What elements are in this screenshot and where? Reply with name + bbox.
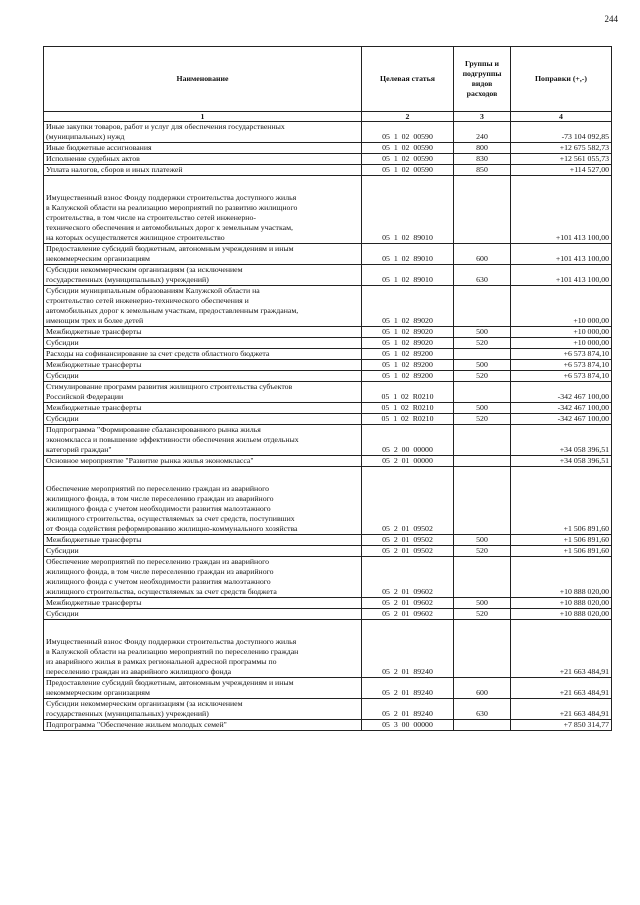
- row-amendment-cell: +6 573 874,10: [511, 360, 612, 371]
- table-row: [44, 122, 612, 143]
- row-amendment-cell: -342 467 100,00: [511, 403, 612, 414]
- row-expense-group-cell: [454, 382, 511, 403]
- row-expense-group-cell: 630: [454, 699, 511, 720]
- row-name-cell: Субсидии: [44, 338, 362, 349]
- table-row: [44, 620, 612, 678]
- table-row: [44, 425, 612, 456]
- row-target-code-cell: 05 1 02 89200: [362, 371, 454, 382]
- row-target-code-cell: 05 2 01 89240: [362, 699, 454, 720]
- row-target-code-cell: 05 1 02 89010: [362, 244, 454, 265]
- row-expense-group-cell: [454, 620, 511, 678]
- row-name-cell: Межбюджетные трансферты: [44, 360, 362, 371]
- row-amendment-cell: +101 413 100,00: [511, 265, 612, 286]
- row-target-code-cell: 05 1 02 R0210: [362, 414, 454, 425]
- table-row: [44, 535, 612, 546]
- row-amendment-cell: +10 000,00: [511, 338, 612, 349]
- row-target-code-cell: 05 2 01 89240: [362, 678, 454, 699]
- column-number: 4: [511, 112, 612, 122]
- row-expense-group-cell: 800: [454, 143, 511, 154]
- table-row: [44, 165, 612, 176]
- row-expense-group-cell: [454, 467, 511, 535]
- row-amendment-cell: +34 058 396,51: [511, 456, 612, 467]
- row-amendment-cell: +101 413 100,00: [511, 176, 612, 244]
- row-expense-group-cell: [454, 176, 511, 244]
- row-amendment-cell: +1 506 891,60: [511, 535, 612, 546]
- row-expense-group-cell: 520: [454, 546, 511, 557]
- row-expense-group-cell: 830: [454, 154, 511, 165]
- row-amendment-cell: +10 888 020,00: [511, 598, 612, 609]
- row-expense-group-cell: 500: [454, 360, 511, 371]
- row-expense-group-cell: 520: [454, 609, 511, 620]
- row-name-cell: Имущественный взнос Фонду поддержки строительства доступного жилья в Калужской области на реализацию мероприятий по развитию жилищного строительства, в том числе на строительство сетей инженерно- технического обеспечения и автомобильных дорог к земельным участкам, на которых осуществляется жилищное строительство: [44, 176, 362, 244]
- row-target-code-cell: 05 1 02 R0210: [362, 382, 454, 403]
- row-name-cell: Межбюджетные трансферты: [44, 327, 362, 338]
- table-row: [44, 360, 612, 371]
- budget-amendments-table: [43, 46, 612, 731]
- column-number: 2: [362, 112, 454, 122]
- row-expense-group-cell: 500: [454, 598, 511, 609]
- row-target-code-cell: 05 1 02 00590: [362, 165, 454, 176]
- row-name-cell: Имущественный взнос Фонду поддержки строительства доступного жилья в Калужской области на реализацию мероприятий по переселению граждан из аварийного жилья в рамках региональной адресной программы по переселению граждан из аварийного жилищного фонда: [44, 620, 362, 678]
- row-amendment-cell: +12 675 582,73: [511, 143, 612, 154]
- row-target-code-cell: 05 1 02 89020: [362, 338, 454, 349]
- row-amendment-cell: +10 888 020,00: [511, 609, 612, 620]
- table-row: [44, 546, 612, 557]
- row-amendment-cell: -342 467 100,00: [511, 414, 612, 425]
- row-target-code-cell: 05 2 01 09602: [362, 598, 454, 609]
- header-expense-groups: Группы и подгруппы видов расходов: [454, 47, 511, 112]
- row-name-cell: Межбюджетные трансферты: [44, 403, 362, 414]
- row-expense-group-cell: 520: [454, 338, 511, 349]
- table-row: [44, 414, 612, 425]
- row-name-cell: Субсидии: [44, 371, 362, 382]
- table-row: [44, 143, 612, 154]
- table-row: [44, 265, 612, 286]
- row-amendment-cell: +114 527,00: [511, 165, 612, 176]
- table-row: [44, 699, 612, 720]
- table-body: [44, 122, 612, 731]
- row-target-code-cell: 05 3 00 00000: [362, 720, 454, 731]
- row-name-cell: Субсидии некоммерческим организациям (за исключением государственных (муниципальных) учреждений): [44, 699, 362, 720]
- row-target-code-cell: 05 1 02 R0210: [362, 403, 454, 414]
- row-expense-group-cell: 500: [454, 403, 511, 414]
- table-row: [44, 456, 612, 467]
- row-target-code-cell: 05 1 02 89200: [362, 360, 454, 371]
- column-number-row: [44, 112, 612, 122]
- column-number: 3: [454, 112, 511, 122]
- row-expense-group-cell: 600: [454, 678, 511, 699]
- table-row: [44, 720, 612, 731]
- row-name-cell: Исполнение судебных актов: [44, 154, 362, 165]
- row-target-code-cell: 05 1 02 89010: [362, 176, 454, 244]
- row-expense-group-cell: 240: [454, 122, 511, 143]
- table-row: [44, 349, 612, 360]
- row-amendment-cell: +21 663 484,91: [511, 620, 612, 678]
- row-amendment-cell: +21 663 484,91: [511, 699, 612, 720]
- row-amendment-cell: +1 506 891,60: [511, 546, 612, 557]
- row-name-cell: Межбюджетные трансферты: [44, 598, 362, 609]
- row-target-code-cell: 05 2 01 09502: [362, 467, 454, 535]
- row-name-cell: Подпрограмма "Обеспечение жильем молодых семей": [44, 720, 362, 731]
- row-expense-group-cell: 600: [454, 244, 511, 265]
- row-name-cell: Субсидии: [44, 546, 362, 557]
- row-expense-group-cell: [454, 425, 511, 456]
- page-number: 244: [604, 14, 618, 24]
- row-amendment-cell: +10 888 020,00: [511, 557, 612, 598]
- table-row: [44, 382, 612, 403]
- table-row: [44, 609, 612, 620]
- row-expense-group-cell: [454, 456, 511, 467]
- row-amendment-cell: +10 000,00: [511, 327, 612, 338]
- header-amendment: Поправки (+,-): [511, 47, 612, 112]
- row-expense-group-cell: [454, 286, 511, 327]
- row-amendment-cell: +10 000,00: [511, 286, 612, 327]
- row-name-cell: Уплата налогов, сборов и иных платежей: [44, 165, 362, 176]
- row-target-code-cell: 05 2 01 09502: [362, 535, 454, 546]
- row-amendment-cell: +101 413 100,00: [511, 244, 612, 265]
- header-target-article: Целевая статья: [362, 47, 454, 112]
- row-name-cell: Расходы на софинансирование за счет средств областного бюджета: [44, 349, 362, 360]
- row-target-code-cell: 05 2 01 89240: [362, 620, 454, 678]
- row-target-code-cell: 05 1 02 00590: [362, 143, 454, 154]
- row-expense-group-cell: 630: [454, 265, 511, 286]
- table-row: [44, 327, 612, 338]
- row-expense-group-cell: 520: [454, 414, 511, 425]
- row-name-cell: Стимулирование программ развития жилищного строительства субъектов Российской Федерации: [44, 382, 362, 403]
- row-name-cell: Предоставление субсидий бюджетным, автономным учреждениям и иным некоммерческим организациям: [44, 678, 362, 699]
- row-name-cell: Основное мероприятие "Развитие рынка жилья экономкласса": [44, 456, 362, 467]
- row-amendment-cell: -342 467 100,00: [511, 382, 612, 403]
- row-expense-group-cell: [454, 720, 511, 731]
- table-row: [44, 338, 612, 349]
- row-expense-group-cell: 500: [454, 327, 511, 338]
- row-expense-group-cell: 850: [454, 165, 511, 176]
- row-target-code-cell: 05 1 02 00590: [362, 122, 454, 143]
- row-target-code-cell: 05 2 01 09502: [362, 546, 454, 557]
- table-row: [44, 244, 612, 265]
- row-target-code-cell: 05 2 01 09602: [362, 557, 454, 598]
- row-expense-group-cell: [454, 557, 511, 598]
- row-amendment-cell: +34 058 396,51: [511, 425, 612, 456]
- row-amendment-cell: -73 104 092,85: [511, 122, 612, 143]
- row-expense-group-cell: [454, 349, 511, 360]
- row-name-cell: Субсидии: [44, 609, 362, 620]
- table-row: [44, 467, 612, 535]
- table-row: [44, 598, 612, 609]
- row-name-cell: Иные бюджетные ассигнования: [44, 143, 362, 154]
- row-target-code-cell: 05 1 02 00590: [362, 154, 454, 165]
- table-row: [44, 286, 612, 327]
- row-amendment-cell: +12 561 055,73: [511, 154, 612, 165]
- row-name-cell: Межбюджетные трансферты: [44, 535, 362, 546]
- row-target-code-cell: 05 1 02 89020: [362, 286, 454, 327]
- table-row: [44, 557, 612, 598]
- row-target-code-cell: 05 2 01 09602: [362, 609, 454, 620]
- row-target-code-cell: 05 2 00 00000: [362, 425, 454, 456]
- row-name-cell: Предоставление субсидий бюджетным, автономным учреждениям и иным некоммерческим организациям: [44, 244, 362, 265]
- row-target-code-cell: 05 1 02 89020: [362, 327, 454, 338]
- row-expense-group-cell: 520: [454, 371, 511, 382]
- row-name-cell: Подпрограмма "Формирование сбалансированного рынка жилья экономкласса и повышение эффективности обеспечения жильем отдельных категорий граждан": [44, 425, 362, 456]
- row-target-code-cell: 05 1 02 89200: [362, 349, 454, 360]
- row-name-cell: Субсидии муниципальным образованиям Калужской области на строительство сетей инженерно-технического обеспечения и автомобильных дорог к земельным участкам, предоставленным гражданам, имеющим трех и более детей: [44, 286, 362, 327]
- row-amendment-cell: +1 506 891,60: [511, 467, 612, 535]
- row-target-code-cell: 05 1 02 89010: [362, 265, 454, 286]
- row-amendment-cell: +21 663 484,91: [511, 678, 612, 699]
- table-row: [44, 403, 612, 414]
- table-row: [44, 154, 612, 165]
- table-row: [44, 371, 612, 382]
- row-name-cell: Обеспечение мероприятий по переселению граждан из аварийного жилищного фонда, в том числе переселению граждан из аварийного жилищного фонда с учетом необходимости развития малоэтажного жилищного строительства, осуществляемых за счет средств, поступивших от Фонда содействия реформированию жилищно-коммунального хозяйства: [44, 467, 362, 535]
- table-row: [44, 678, 612, 699]
- header-name: Наименование: [44, 47, 362, 112]
- row-expense-group-cell: 500: [454, 535, 511, 546]
- row-name-cell: Субсидии некоммерческим организациям (за исключением государственных (муниципальных) учреждений): [44, 265, 362, 286]
- table-row: [44, 176, 612, 244]
- column-number: 1: [44, 112, 362, 122]
- row-amendment-cell: +6 573 874,10: [511, 371, 612, 382]
- row-name-cell: Субсидии: [44, 414, 362, 425]
- row-amendment-cell: +7 850 314,77: [511, 720, 612, 731]
- row-target-code-cell: 05 2 01 00000: [362, 456, 454, 467]
- row-amendment-cell: +6 573 874,10: [511, 349, 612, 360]
- row-name-cell: Обеспечение мероприятий по переселению граждан из аварийного жилищного фонда, в том числе переселению граждан из аварийного жилищного фонда с учетом необходимости развития малоэтажного жилищного строительства, осуществляемых за счет средств бюджета: [44, 557, 362, 598]
- row-name-cell: Иные закупки товаров, работ и услуг для обеспечения государственных (муниципальных) нужд: [44, 122, 362, 143]
- table-header-row: [44, 47, 612, 112]
